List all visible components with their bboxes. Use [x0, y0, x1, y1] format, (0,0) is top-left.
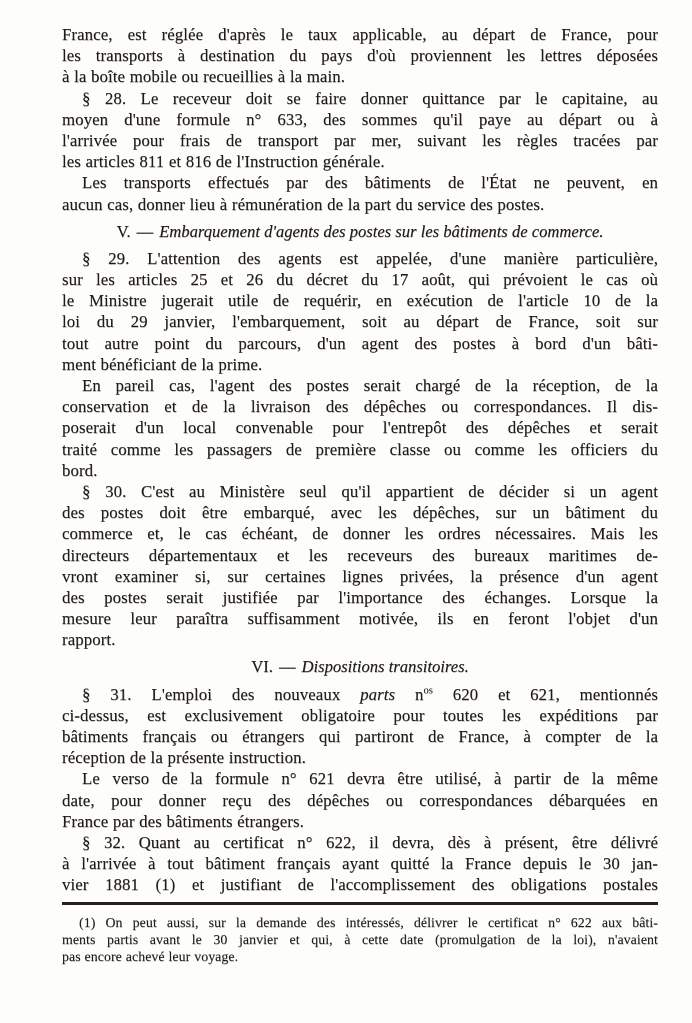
- paragraph: [62, 88, 658, 173]
- text-line: ments partis avant le 30 janvier et qui, à cette date (promulgation de la loi), n'avaient: [62, 931, 658, 947]
- paragraph: [62, 768, 658, 832]
- text-line: moyen d'une formule n° 633, des sommes qu'il paye au départ ou à: [62, 109, 658, 129]
- paragraph: [62, 375, 658, 481]
- footnote: [62, 914, 658, 966]
- paragraph: [62, 481, 658, 651]
- section-heading: [62, 221, 658, 242]
- text-line: France, est réglée d'après le taux applicable, au départ de France, pour: [62, 25, 658, 44]
- text-line: Les transports effectués par des bâtiments de l'État ne peuvent, en: [82, 173, 658, 193]
- paragraph: [62, 832, 658, 896]
- text-line: bord.: [62, 460, 98, 480]
- section-title: Dispositions transitoires.: [301, 657, 469, 677]
- paragraph: [62, 684, 658, 769]
- section-numeral: V.: [116, 221, 131, 241]
- text-line: aucun cas, donner lieu à rémunération de la part du service des postes.: [62, 194, 545, 214]
- text-line: bâtiments français ou étrangers qui partiront de France, à compter de la: [62, 727, 658, 746]
- text-line: mesure leur paraîtra suffisamment motivée, ils en feront l'objet d'un: [62, 609, 658, 629]
- text-line: poserait d'un local convenable pour l'entrepôt des dépêches et serait: [62, 418, 658, 438]
- text-line: l'arrivée pour frais de transport par mer, suivant les règles tracées par: [62, 130, 658, 150]
- text-line: des postes doit être embarqué, avec les dépêches, sur un bâtiment du: [62, 503, 658, 523]
- text-line: pas encore achevé leur voyage.: [62, 948, 239, 964]
- text-line: date, pour donner reçu des dépêches ou correspondances débarquées en: [62, 790, 658, 810]
- text-line: rapport.: [62, 630, 116, 650]
- text-line: § 30. C'est au Ministère seul qu'il appartient de décider si un agent: [82, 481, 658, 501]
- text-line: § 29. L'attention des agents est appelée, d'une manière particulière,: [82, 248, 658, 268]
- text-line: le Ministre jugerait utile de requérir, en exécution de l'article 10 de la: [62, 291, 658, 311]
- section-numeral: VI.: [251, 657, 273, 677]
- section-title: Embarquement d'agents des postes sur les bâtiments de commerce.: [159, 221, 604, 241]
- text-line: les transports à destination du pays d'où proviennent les lettres déposées: [62, 46, 658, 66]
- text-line: des postes serait justifiée par l'importance des échanges. Lorsque la: [62, 587, 658, 607]
- heading-dash: —: [136, 221, 154, 241]
- text-line: directeurs départementaux et les receveurs des bureaux maritimes de-: [62, 545, 658, 565]
- text-line: à la boîte mobile ou recueillies à la main.: [62, 67, 346, 87]
- text-line: En pareil cas, l'agent des postes serait chargé de la réception, de la: [82, 376, 658, 395]
- text-line: § 32. Quant au certificat n° 622, il devra, dès à présent, être délivré: [82, 832, 658, 852]
- paragraph: [62, 24, 658, 88]
- text-line: conservation et de la livraison des dépêches ou correspondances. Il dis-: [62, 397, 658, 417]
- heading-dash: —: [278, 657, 296, 677]
- text-line: ci-dessus, est exclusivement obligatoire pour toutes les expéditions par: [62, 705, 658, 725]
- text-line: sur les articles 25 et 26 du décret du 17 août, qui prévoient le cas où: [62, 270, 658, 290]
- text-line: ment bénéficiant de la prime.: [62, 354, 263, 374]
- text-line: à l'arrivée à tout bâtiment français ayant quitté la France depuis le 30 jan-: [62, 854, 658, 874]
- footnote-separator: [62, 902, 658, 905]
- text-column: [62, 24, 658, 965]
- section-heading: [62, 656, 658, 677]
- text-line: France par des bâtiments étrangers.: [62, 811, 304, 831]
- text-line: réception de la présente instruction.: [62, 748, 306, 768]
- text-line: Le verso de la formule n° 621 devra être utilisé, à partir de la même: [82, 769, 658, 789]
- text-line: commerce et, le cas échéant, de donner les ordres nécessaires. Mais les: [62, 524, 658, 544]
- text-line: vront examiner si, sur certaines lignes privées, la présence d'un agent: [62, 566, 658, 586]
- text-line: vier 1881 (1) et justifiant de l'accomplissement des obligations postales: [62, 875, 658, 895]
- text-line: § 28. Le receveur doit se faire donner quittance par le capitaine, au: [82, 88, 658, 108]
- text-line: loi du 29 janvier, l'embarquement, soit au départ de France, soit sur: [62, 312, 658, 332]
- text-line: les articles 811 et 816 de l'Instruction générale.: [62, 152, 385, 172]
- text-line: tout autre point du parcours, d'un agent des postes à bord d'un bâti-: [62, 333, 658, 353]
- text-line: (1) On peut aussi, sur la demande des intéressés, délivrer le certificat n° 622 aux bâti-: [79, 914, 658, 930]
- text-line: traité comme les passagers de première classe ou comme les officiers du: [62, 439, 658, 459]
- paragraph: [62, 172, 658, 214]
- text-line: § 31. L'emploi des nouveaux parts $n^{os}$ 620 et 621, mentionnés: [82, 684, 658, 704]
- paragraph: [62, 248, 658, 375]
